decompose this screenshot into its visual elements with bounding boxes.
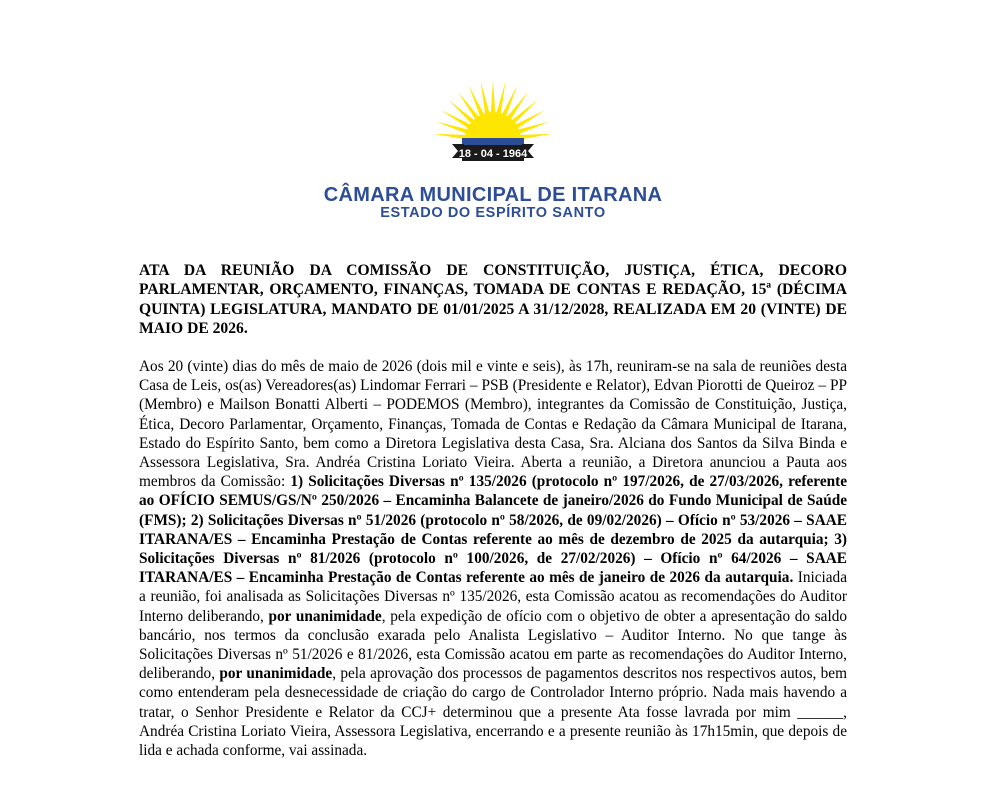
body-agenda: 1) Solicitações Diversas nº 135/2026 (protocolo nº 197/2026, de 27/03/2026, referente ao OFÍCIO SEMUS/GS/Nº 250/2026 – Encaminha Balancete de janeiro/2026 do Fundo Municipal de Saúde (FMS); 2) Solicitações Diversas nº 51/2026 (protocolo nº 58/2026, de 09/02/2026) – Ofício nº 53/2026 – SAAE ITARANA/ES – Encaminha Prestação de Contas referente ao mês de dezembro de 2025 da autarquia; 3) Solicitações Diversas nº 81/2026 (protocolo nº 100/2026, de 27/02/2026) – Ofício nº 64/2026 – SAAE ITARANA/ES – Encaminha Prestação de Contas referente ao mês de janeiro de 2026 da autarquia. — [139, 473, 847, 587]
camara-logo — [430, 58, 556, 170]
institution-state: ESTADO DO ESPÍRITO SANTO — [380, 205, 606, 221]
sun-ray — [514, 110, 545, 129]
body-text-1: Aos 20 (vinte) dias do mês de maio de 2026 (dois mil e vinte e seis), às 17h, reuniram-se na sala de reuniões desta Casa de Leis, os(as) Vereadores(as) Lindomar Ferrari – PSB (Presidente e Relator), Edvan Piorotti de Queiroz – PP (Membro) e Mailson Bonatti Alberti – PODEMOS (Membro), integrantes da Comissão de Constituição, Justiça, Ética, Decoro Parlamentar, Orçamento, Finanças, Tomada de Contas e Redação da Câmara Municipal de Itarana, Estado do Espírito Santo, bem como a Diretora Legislativa desta Casa, Sra. Alciana dos Santos da Silva Binda e Assessora Legislativa, Sra. Andréa Cristina Loriato Vieira. Aberta a reunião, a Diretora anunciou a Pauta aos membros da Comissão: — [139, 358, 847, 491]
institution-name: CÂMARA MUNICIPAL DE ITARANA — [323, 184, 663, 206]
logo-date: 18 - 04 - 1964 — [458, 148, 528, 160]
body-emphasis-2: por unanimidade — [219, 665, 333, 683]
body-text-4: , pela aprovação dos processos de pagamentos descritos nos respectivos autos, bem como entenderam pela desnecessidade de criação do cargo de Controlador Interno próprio. Nada mais havendo a tratar, o Senhor Presidente e Relator da CCJ+ determinou que a presente Ata fosse lavrada por mim ______, Andréa Cristina Loriato Vieira, Assessora Legislativa, encerrando e a presente reunião às 17h15min, que depois de lida e achada conforme, vai assinada. — [139, 665, 847, 760]
body-emphasis-1: por unanimidade — [268, 607, 382, 625]
body-text-2: Iniciada a reunião, foi analisada as Solicitações Diversas nº 135/2026, esta Comissão acatou as recomendações do Auditor Interno deliberando, — [139, 569, 847, 625]
sun-ray — [491, 80, 496, 114]
sun-ray — [441, 110, 472, 129]
sun-ray — [481, 81, 490, 115]
document-title: ATA DA REUNIÃO DA COMISSÃO DE CONSTITUIÇÃO, JUSTIÇA, ÉTICA, DECORO PARLAMENTAR, ORÇAMENTO, FINANÇAS, TOMADA DE CONTAS E REDAÇÃO, 15ª (DÉCIMA QUINTA) LEGISLATURA, MANDATO DE 01/01/2025 A 31/12/2028, REALIZADA EM 20 (VINTE) DE MAIO DE 2026. — [139, 262, 847, 338]
letterhead — [0, 0, 986, 240]
document-body — [139, 357, 847, 760]
sun-ray — [496, 81, 505, 115]
body-text-3: , pela expedição de ofício com o objetivo de obter a apresentação do saldo bancário, nos termos da conclusão exarada pelo Analista Legislativo – Auditor Interno. No que tange às Solicitações Diversas nº 51/2026 e 81/2026, esta Comissão acatou em parte as recomendações do Auditor Interno, deliberando, — [139, 607, 847, 683]
